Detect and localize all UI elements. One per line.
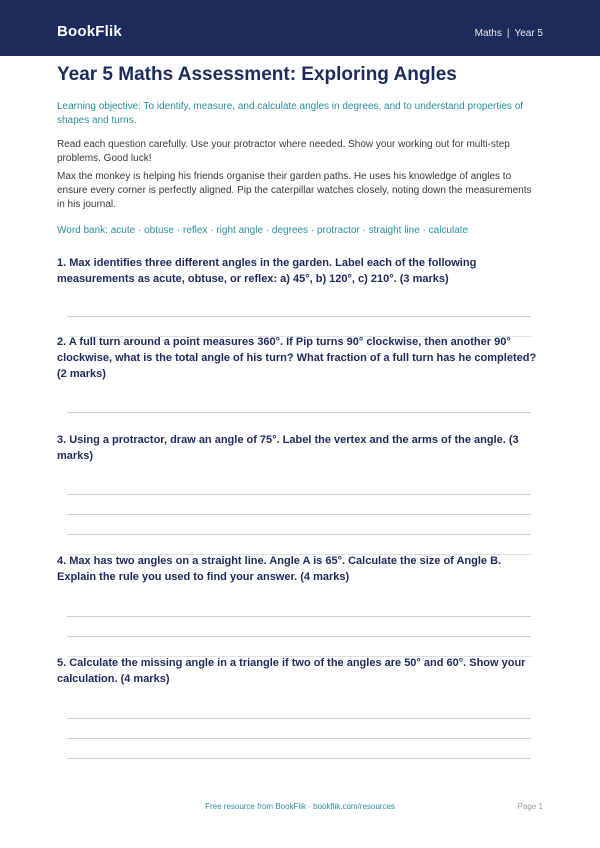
- answer-line[interactable]: [67, 738, 531, 739]
- breadcrumb-separator: |: [506, 28, 510, 39]
- answer-line[interactable]: [67, 718, 531, 719]
- answer-line[interactable]: [67, 616, 531, 617]
- answer-line[interactable]: [67, 514, 531, 515]
- word-bank: Word bank: acute · obtuse · reflex · right angle · degrees · protractor · straight line · calculate: [57, 225, 469, 236]
- answer-line[interactable]: [67, 412, 531, 413]
- brand-logo-text[interactable]: BookFlik: [57, 23, 122, 40]
- question-5: 5. Calculate the missing angle in a triangle if two of the angles are 50° and 60°. Show your calculation. (4 marks): [57, 657, 526, 685]
- header-bar: [0, 0, 600, 56]
- breadcrumb: [475, 28, 543, 39]
- question-2: 2. A full turn around a point measures 360°. If Pip turns 90° clockwise, then another 90° clockwise, what is the total angle of his turn? What fraction of a full turn has he completed? (2 marks): [57, 336, 537, 380]
- page-title: Year 5 Maths Assessment: Exploring Angles: [57, 64, 457, 85]
- breadcrumb-year[interactable]: Year 5: [514, 28, 543, 39]
- footer-credit[interactable]: Free resource from BookFlik · bookflik.com/resources: [205, 802, 395, 811]
- instructions-text: Read each question carefully. Use your protractor where needed. Show your working out for multi-step problems. Good luck!: [57, 139, 510, 164]
- question-1: 1. Max identifies three different angles in the garden. Label each of the following measurements as acute, obtuse, or reflex: a) 45°, b) 120°, c) 210°. (3 marks): [57, 257, 477, 285]
- story-text: Max the monkey is helping his friends organise their garden paths. He uses his knowledge of angles to ensure every corner is perfectly aligned. Pip the caterpillar watches closely, noting down the measurements in his journal.: [57, 171, 532, 210]
- answer-line[interactable]: [67, 316, 531, 317]
- page-number: Page 1: [517, 802, 543, 811]
- answer-line[interactable]: [67, 636, 531, 637]
- learning-objective: Learning objective: To identify, measure, and calculate angles in degrees, and to understand properties of shapes and turns.: [57, 101, 524, 126]
- breadcrumb-subject[interactable]: Maths: [474, 28, 502, 39]
- question-3: 3. Using a protractor, draw an angle of 75°. Label the vertex and the arms of the angle. (3 marks): [57, 434, 519, 462]
- answer-line[interactable]: [67, 494, 531, 495]
- answer-line[interactable]: [67, 534, 531, 535]
- question-4: 4. Max has two angles on a straight line. Angle A is 65°. Calculate the size of Angle B. Explain the rule you used to find your answer. (4 marks): [57, 555, 502, 583]
- answer-line[interactable]: [67, 758, 531, 759]
